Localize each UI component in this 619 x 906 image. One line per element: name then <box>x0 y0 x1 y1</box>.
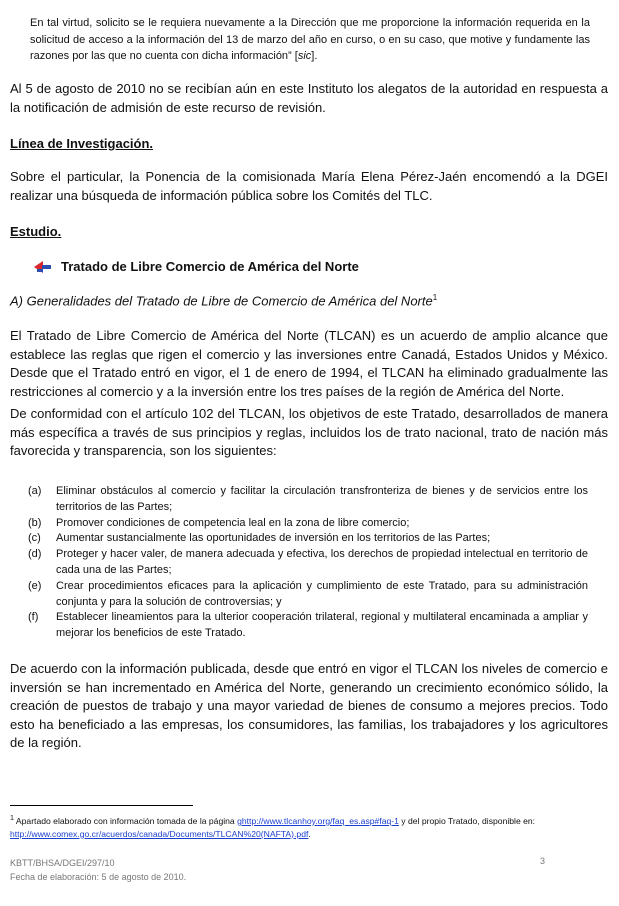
heading-linea-investigacion: Línea de Investigación. <box>10 136 154 151</box>
objective-item <box>28 516 588 532</box>
quoted-request <box>30 15 590 65</box>
paragraph-tlcan: El Tratado de Libre Comercio de América del Norte (TLCAN) es un acuerdo de amplio alcance que establece las reglas que rigen el comercio y las inversiones entre Canadá, Estados Unidos y México. Desde que el Tratado entró en vigor, el 1 de enero de 1994, el TLCAN ha eliminado gradualmente las restricciones al comercio y a la inversión entre los tres países de la región de América del Norte. <box>10 328 608 399</box>
page-footer <box>10 856 186 884</box>
section-a-text: A) Generalidades del Tratado de Libre de Comercio de América del Norte <box>10 293 433 309</box>
objective-item <box>28 547 588 579</box>
objective-item <box>28 531 588 547</box>
footer-reference: KBTT/BHSA/DGEI/297/10 <box>10 858 115 868</box>
objective-label: (b) <box>28 516 42 529</box>
objective-text: Promover condiciones de competencia leal en la zona de libre comercio; <box>56 516 410 529</box>
objective-item <box>28 579 588 611</box>
paragraph-conformidad: De conformidad con el artículo 102 del TLCAN, los objetivos de este Tratado, desarrollados de manera más específica a través de sus principios y reglas, incluidos los de trato nacional, trato de nación más favorecida y transparencia, son los siguientes: <box>10 406 608 458</box>
footnote-number: 1 <box>10 814 14 822</box>
footnote-link-comex[interactable]: http://www.comex.go.cr/acuerdos/canada/Documents/TLCAN%20(NAFTA).pdf <box>10 828 309 839</box>
objective-label: (d) <box>28 548 42 561</box>
paragraph-acuerdo: De acuerdo con la información publicada, desde que entró en vigor el TLCAN los niveles de comercio e inversión se han incrementado en América del Norte, generando un crecimiento económico sólido, la creación de puestos de trabajo y una mayor variedad de bienes de consumo a mejores precios. Todo esto ha beneficiado a las empresas, los consumidores, las familias, los trabajadores y los agricultores de la región. <box>10 661 608 750</box>
footnote-divider <box>10 805 193 806</box>
quote-close: ]. <box>311 50 318 62</box>
objectives-list <box>28 484 588 642</box>
objective-text: Eliminar obstáculos al comercio y facilitar la circulación transfronteriza de bienes y de servicios entre los territorios de las Partes; <box>56 485 588 513</box>
quote-text: En tal virtud, solicito se le requiera nuevamente a la Dirección que me proporcione la información requerida en la solicitud de acceso a la información del 13 de marzo del año en curso, o en su caso, que motive y fundamente las razones por las que no cuenta con dicha información” [ <box>30 17 590 62</box>
arrow-marker-icon <box>34 260 51 274</box>
section-a-title <box>10 293 437 308</box>
objective-text: Establecer lineamientos para la ulterior cooperación trilateral, regional y multilateral encaminada a ampliar y mejorar los beneficios de este Tratado. <box>56 611 588 640</box>
paragraph-agosto: Al 5 de agosto de 2010 no se recibían aún en este Instituto los alegatos de la autoridad en respuesta a la notificación de admisión de este recurso de revisión. <box>10 81 608 115</box>
footer-date: Fecha de elaboración: 5 de agosto de 2010. <box>10 872 187 882</box>
objective-label: (e) <box>28 579 42 592</box>
footnote-link-tlcanhoy[interactable]: ghttp://www.tlcanhoy.org/faq_es.asp#faq-1 <box>237 815 399 826</box>
page-number: 3 <box>540 856 546 866</box>
heading-estudio: Estudio. <box>10 224 62 239</box>
objective-text: Aumentar sustancialmente las oportunidades de inversión en los territorios de las Partes; <box>56 532 491 545</box>
bullet-heading <box>34 259 359 274</box>
objective-text: Proteger y hacer valer, de manera adecuada y efectiva, los derechos de propiedad intelectual en territorio de cada una de las Partes; <box>56 548 588 576</box>
sic-marker: sic <box>297 50 312 62</box>
objective-item <box>28 610 588 642</box>
objective-text: Crear procedimientos eficaces para la aplicación y cumplimiento de este Tratado, para su administración conjunta y para la solución de controversias; y <box>56 579 588 608</box>
objective-label: (f) <box>28 611 39 624</box>
objective-item <box>28 484 588 516</box>
footnote: $^1$ Apartado elaborado con información tomada de la página ghttp://www.tlcanhoy.org/faq_es.asp#faq-1 y del propio Tratado, disponible en: http://www.comex.go.cr/acuerdos/canada/Documents/TLCAN%20(NAFTA).pdf. <box>10 814 536 839</box>
objective-label: (a) <box>28 485 42 497</box>
footnote-ref[interactable]: 1 <box>432 293 438 302</box>
objective-label: (c) <box>28 532 41 545</box>
bullet-title: Tratado de Libre Comercio de América del Norte <box>61 259 359 274</box>
paragraph-sobre-particular: Sobre el particular, la Ponencia de la comisionada María Elena Pérez-Jaén encomendó a la DGEI realizar una búsqueda de información pública sobre los Comités del TLC. <box>10 169 608 203</box>
